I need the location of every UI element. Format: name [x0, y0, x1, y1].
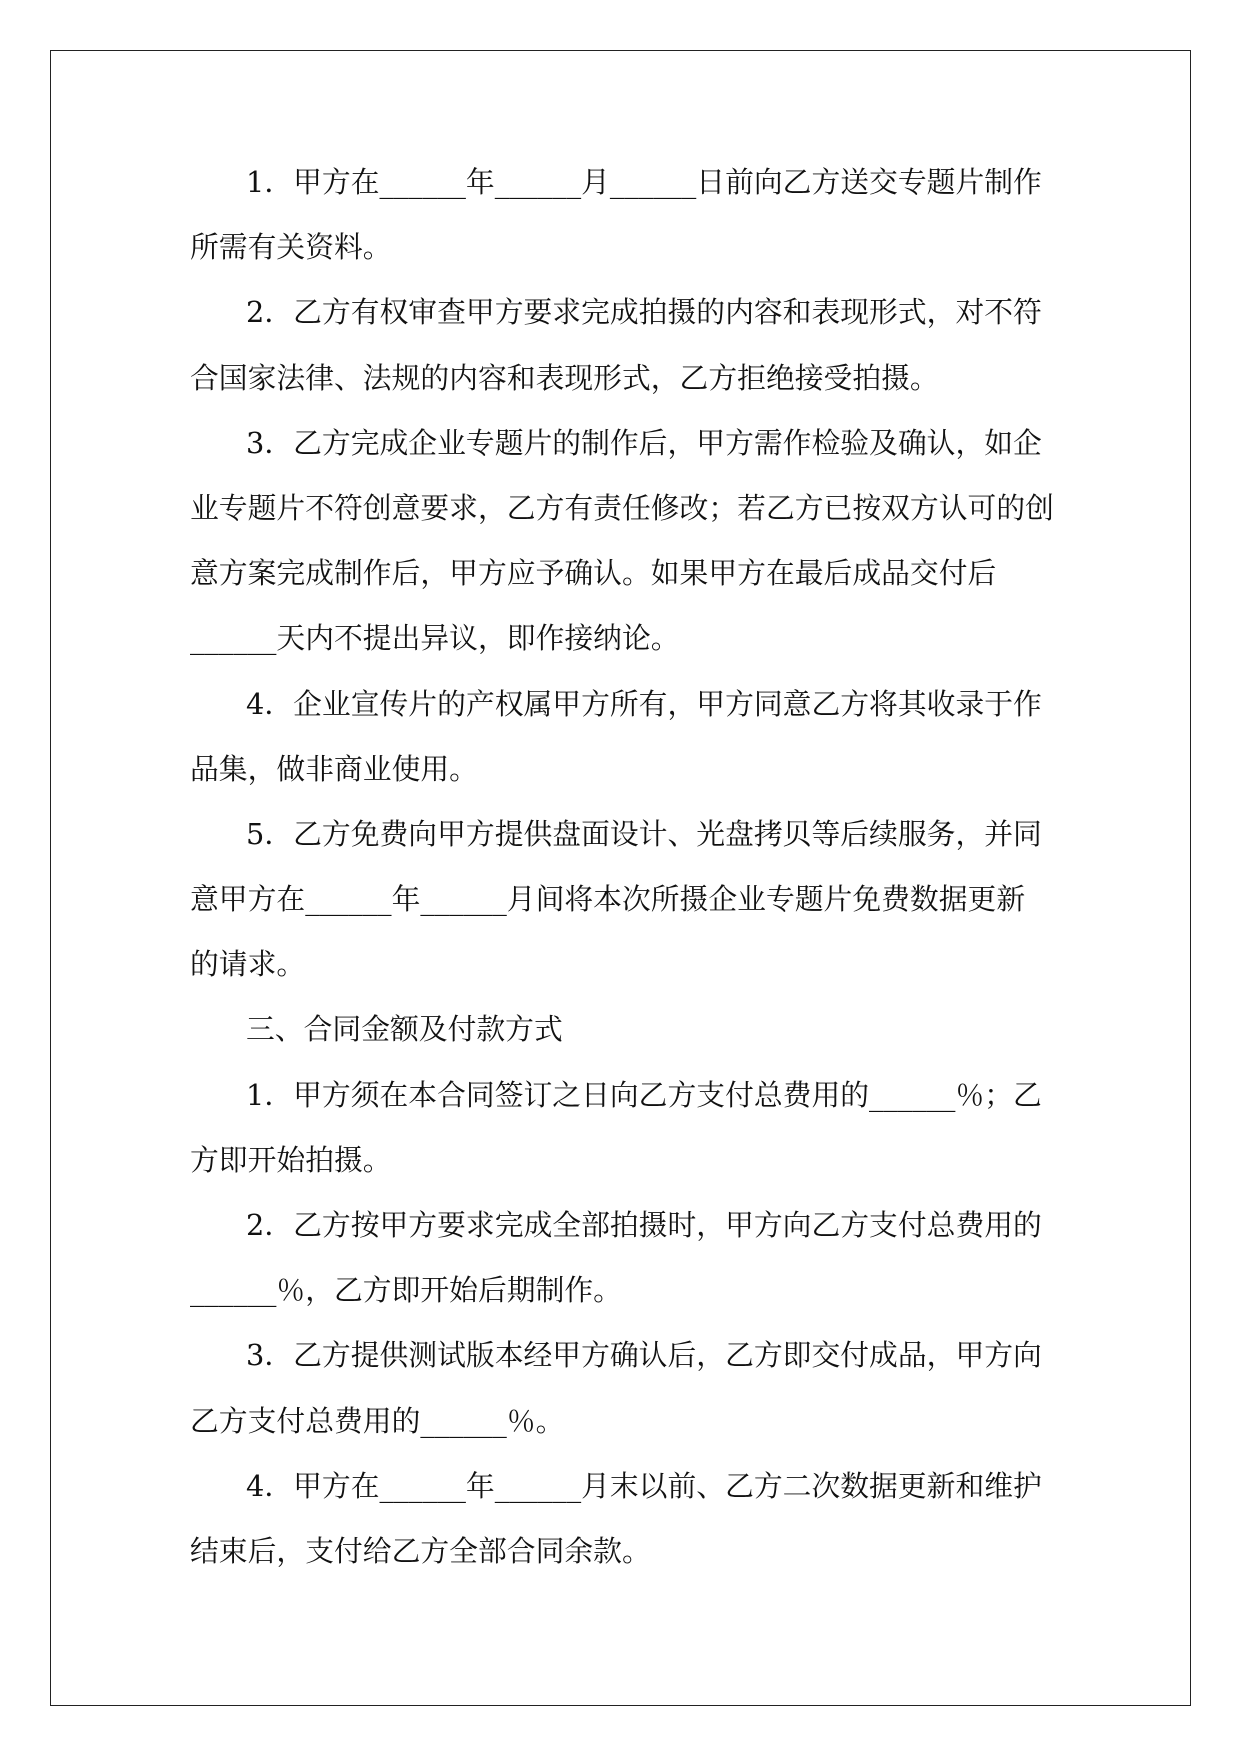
clause-line: 3．乙方提供测试版本经甲方确认后，乙方即交付成品，甲方向 — [246, 1338, 1042, 1373]
clause-line: 1．甲方须在本合同签订之日向乙方支付总费用的______％；乙 — [246, 1077, 1042, 1112]
clause-line: 业专题片不符创意要求，乙方有责任修改；若乙方已按双方认可的创 — [190, 490, 1054, 525]
clause-line: 意方案完成制作后，甲方应予确认。如果甲方在最后成品交付后 — [190, 556, 997, 591]
clause-line: 所需有关资料。 — [190, 230, 392, 265]
clause-line: 的请求。 — [190, 947, 306, 982]
clause-line: 5．乙方免费向甲方提供盘面设计、光盘拷贝等后续服务，并同 — [246, 816, 1042, 851]
section-three — [190, 997, 1070, 1584]
clause-4-ownership — [190, 672, 1070, 802]
clause-2-content-review — [190, 280, 1070, 410]
payment-clause-3 — [190, 1323, 1070, 1453]
contract-body-text — [190, 150, 1070, 1584]
clause-line: 结束后，支付给乙方全部合同余款。 — [190, 1533, 651, 1568]
payment-clause-1 — [190, 1063, 1070, 1193]
clause-line: 方即开始拍摄。 — [190, 1142, 392, 1177]
clause-line: 4．企业宣传片的产权属甲方所有，甲方同意乙方将其收录于作 — [246, 686, 1042, 721]
clause-5-follow-up-services — [190, 802, 1070, 998]
clause-line: 乙方支付总费用的______％。 — [190, 1403, 565, 1438]
clause-line: 品集，做非商业使用。 — [190, 751, 478, 786]
section-heading: 三、合同金额及付款方式 — [246, 1012, 563, 1047]
clause-line: 3．乙方完成企业专题片的制作后，甲方需作检验及确认，如企 — [246, 425, 1042, 460]
clause-line: 意甲方在______年______月间将本次所摄企业专题片免费数据更新 — [190, 882, 1026, 917]
clause-line: 2．乙方有权审查甲方要求完成拍摄的内容和表现形式，对不符 — [246, 295, 1042, 330]
clause-line: 1．甲方在______年______月______日前向乙方送交专题片制作 — [246, 165, 1042, 199]
clause-line: 4．甲方在______年______月末以前、乙方二次数据更新和维护 — [246, 1468, 1042, 1503]
clause-line: ______％，乙方即开始后期制作。 — [190, 1273, 622, 1308]
clause-3-acceptance — [190, 411, 1070, 672]
payment-clause-2 — [190, 1193, 1070, 1323]
clause-line: 合国家法律、法规的内容和表现形式，乙方拒绝接受拍摄。 — [190, 360, 939, 395]
clause-1-materials-delivery — [190, 150, 1070, 280]
clause-line: 2．乙方按甲方要求完成全部拍摄时，甲方向乙方支付总费用的 — [246, 1208, 1042, 1242]
clause-line: ______天内不提出异议，即作接纳论。 — [190, 621, 680, 656]
payment-clause-4 — [190, 1454, 1070, 1584]
